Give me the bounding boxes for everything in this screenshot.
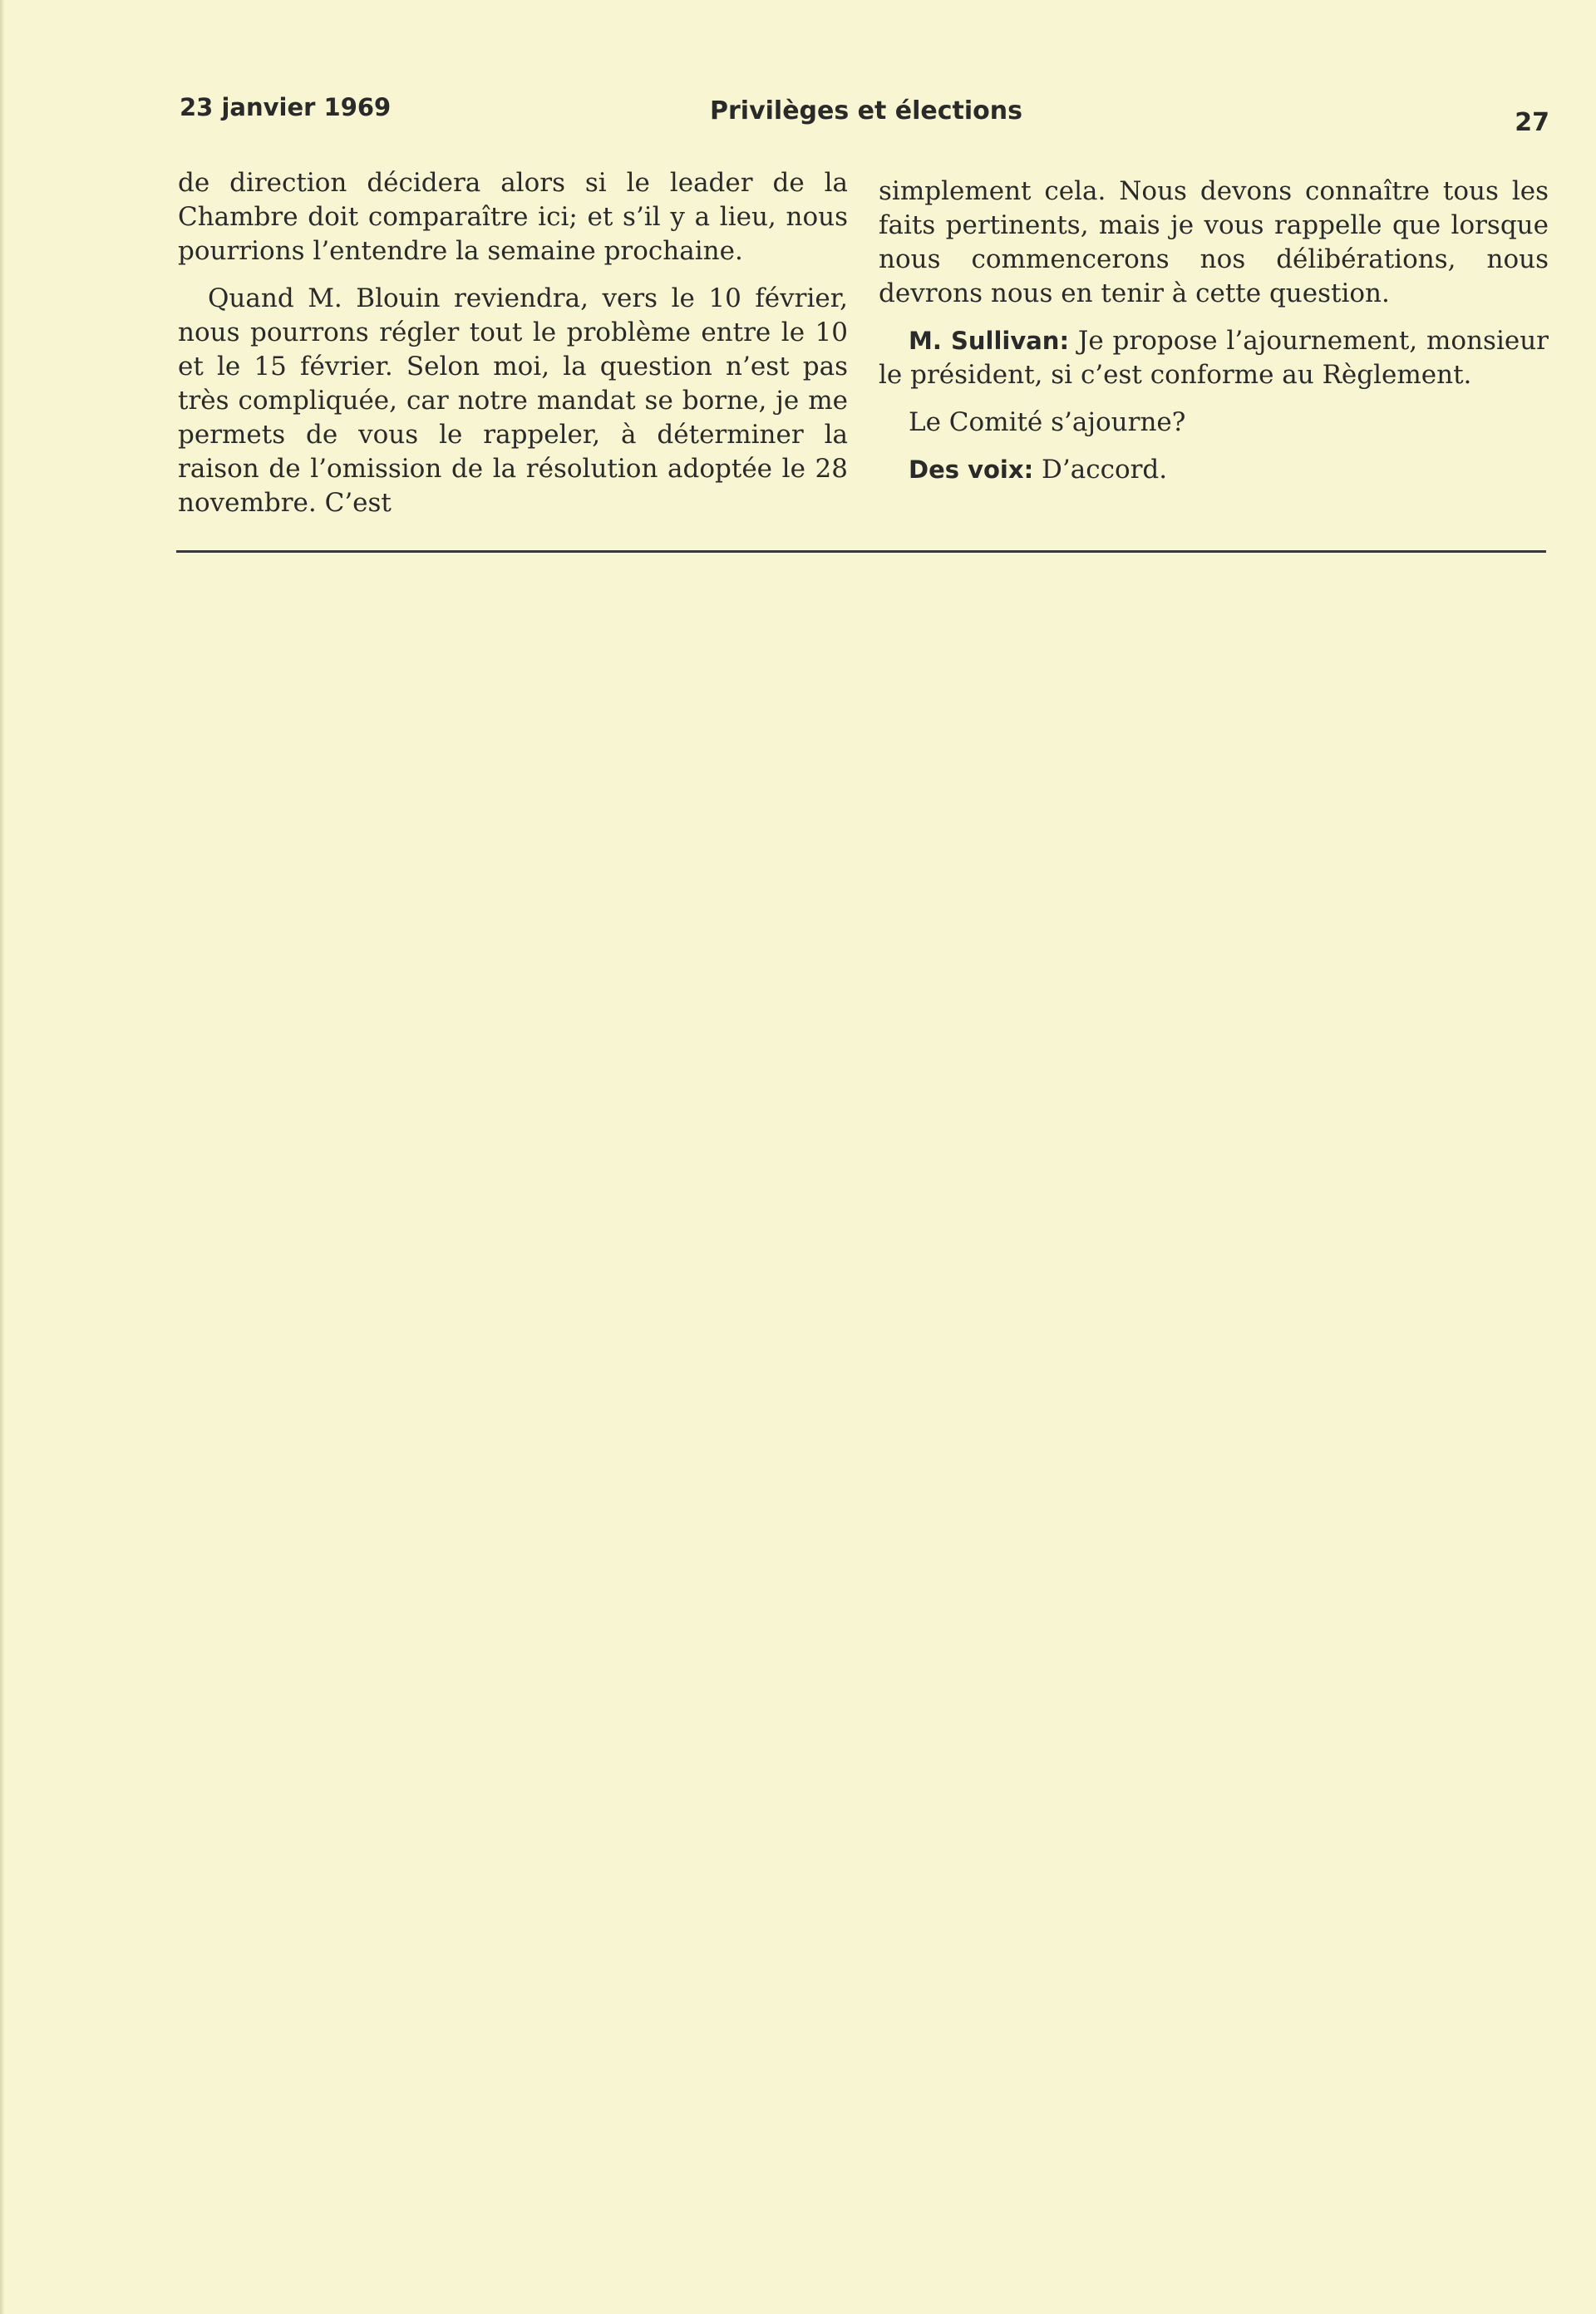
paragraph: Le Comité s’ajourne? (909, 407, 1186, 437)
speech-text: D’accord. (1033, 455, 1168, 485)
paragraph: de direction décidera alors si le leader de la Chambre doit comparaître ici; et s’il y a lieu, nous pourrions l’entendre la semaine prochaine. (178, 168, 848, 266)
speech-text: Je propose l’ajournement, monsieur le président, si c’est conforme au Règlement. (879, 326, 1549, 390)
speaker-name: Des voix: (909, 455, 1034, 484)
header-date: 23 janvier 1969 (180, 93, 392, 121)
right-column (879, 175, 1549, 500)
speech-sullivan (879, 324, 1549, 392)
page-header (180, 93, 1549, 143)
page-number: 27 (1515, 108, 1549, 137)
left-column (178, 166, 848, 534)
paragraph: simplement cela. Nous devons connaître tous les faits pertinents, mais je vous rappelle que lorsque nous commencerons nos délibérations, nous devrons nous en tenir à cette question. (879, 176, 1549, 308)
speech-des-voix (879, 453, 1549, 487)
speaker-name: M. Sullivan: (909, 327, 1070, 355)
page-edge (0, 0, 5, 2314)
paragraph: Quand M. Blouin reviendra, vers le 10 février, nous pourrons régler tout le problème entre le 10 et le 15 février. Selon moi, la question n’est pas très compliquée, car notre mandat se borne, je me permets de vous le rappeler, à déterminer la raison de l’omission de la résolution adoptée le 28 novembre. C’est (178, 283, 848, 518)
section-rule (176, 550, 1546, 553)
header-title: Privilèges et élections (710, 96, 1022, 126)
